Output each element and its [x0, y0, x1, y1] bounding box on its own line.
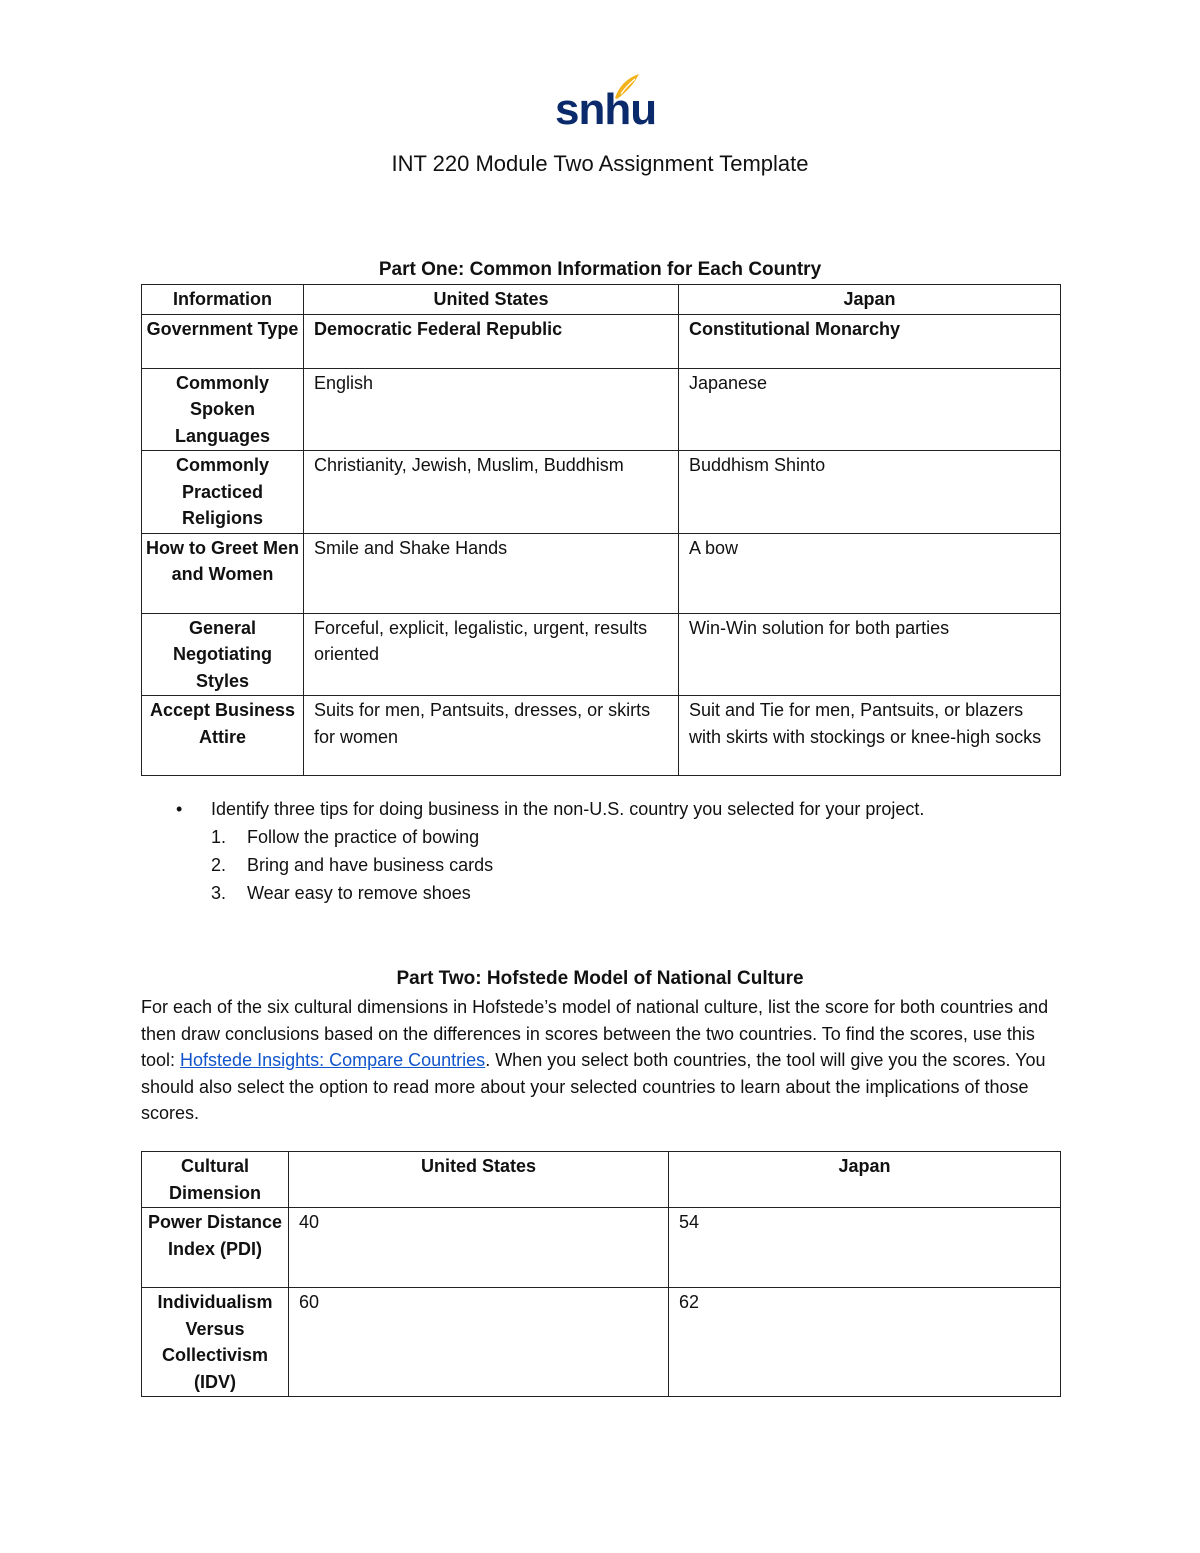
hofstede-table [141, 1151, 1061, 1397]
item-number: 1. [211, 827, 227, 847]
tips-list [141, 795, 1061, 907]
us-cell: Suits for men, Pantsuits, dresses, or skirts for women [304, 696, 679, 776]
tip-text: Bring and have business cards [247, 855, 494, 875]
header-cell: Information [142, 285, 304, 315]
common-info-table [141, 284, 1061, 776]
table-header-row [142, 285, 1061, 315]
table-row [142, 451, 1061, 534]
row-label: Individualism Versus Collectivism (IDV) [142, 1288, 289, 1397]
part-one-heading: Part One: Common Information for Each Country [378, 259, 822, 280]
table-row [142, 533, 1061, 613]
us-cell: Forceful, explicit, legalistic, urgent, results oriented [304, 613, 679, 696]
japan-cell: Buddhism Shinto [679, 451, 1061, 534]
tip-text: Follow the practice of bowing [247, 827, 480, 847]
us-cell: Democratic Federal Republic [304, 314, 679, 368]
table-row [142, 1288, 1061, 1397]
list-item [141, 823, 1061, 851]
japan-cell: Japanese [679, 368, 1061, 451]
us-score: 60 [289, 1288, 669, 1397]
us-cell: English [304, 368, 679, 451]
header-cell: Cultural Dimension [142, 1152, 289, 1208]
header-cell: United States [304, 285, 679, 315]
logo-wordmark: snhu [555, 85, 657, 134]
japan-score: 54 [669, 1208, 1061, 1288]
hofstede-compare-link[interactable]: Hofstede Insights: Compare Countries [180, 1050, 486, 1070]
us-score: 40 [289, 1208, 669, 1288]
row-label: Commonly Practiced Religions [142, 451, 304, 534]
part-two-heading: Part Two: Hofstede Model of National Culture [396, 968, 804, 989]
item-number: 3. [211, 883, 227, 903]
table-row [142, 613, 1061, 696]
instructions-paragraph [141, 994, 1063, 1127]
row-label: Power Distance Index (PDI) [142, 1208, 289, 1288]
row-label: Commonly Spoken Languages [142, 368, 304, 451]
tips-prompt: Identify three tips for doing business in the non-U.S. country you selected for your project. [211, 799, 925, 819]
paragraph-text: For each of the six cultural dimensions in Hofstede’s model of national culture, list the score for both countries and then draw conclusions based on the differences in scores between the two countries. To find the scores, use this tool: [141, 997, 1049, 1070]
japan-cell: Constitutional Monarchy [679, 314, 1061, 368]
paragraph-text: . When you select both countries, the tool will give you the scores. You should also select the option to read more about your selected countries to learn about the implications of those scores. [141, 1050, 1046, 1123]
japan-cell: Suit and Tie for men, Pantsuits, or blazers with skirts with stockings or knee-high socks [679, 696, 1061, 776]
header-cell: Japan [669, 1152, 1061, 1208]
row-label: General Negotiating Styles [142, 613, 304, 696]
table-row [142, 314, 1061, 368]
bullet-icon: • [176, 799, 183, 819]
row-label: How to Greet Men and Women [142, 533, 304, 613]
tip-text: Wear easy to remove shoes [247, 883, 471, 903]
row-label: Accept Business Attire [142, 696, 304, 776]
table-row [142, 696, 1061, 776]
document-title: INT 220 Module Two Assignment Template [391, 151, 809, 176]
row-label: Government Type [142, 314, 304, 368]
us-cell: Smile and Shake Hands [304, 533, 679, 613]
us-cell: Christianity, Jewish, Muslim, Buddhism [304, 451, 679, 534]
list-item [141, 851, 1061, 879]
japan-score: 62 [669, 1288, 1061, 1397]
japan-cell: A bow [679, 533, 1061, 613]
list-item [141, 879, 1061, 907]
list-item [141, 795, 1061, 823]
table-row [142, 368, 1061, 451]
item-number: 2. [211, 855, 227, 875]
japan-cell: Win-Win solution for both parties [679, 613, 1061, 696]
table-row [142, 1208, 1061, 1288]
table-header-row [142, 1152, 1061, 1208]
snhu-logo [553, 72, 657, 134]
header-cell: United States [289, 1152, 669, 1208]
header-cell: Japan [679, 285, 1061, 315]
